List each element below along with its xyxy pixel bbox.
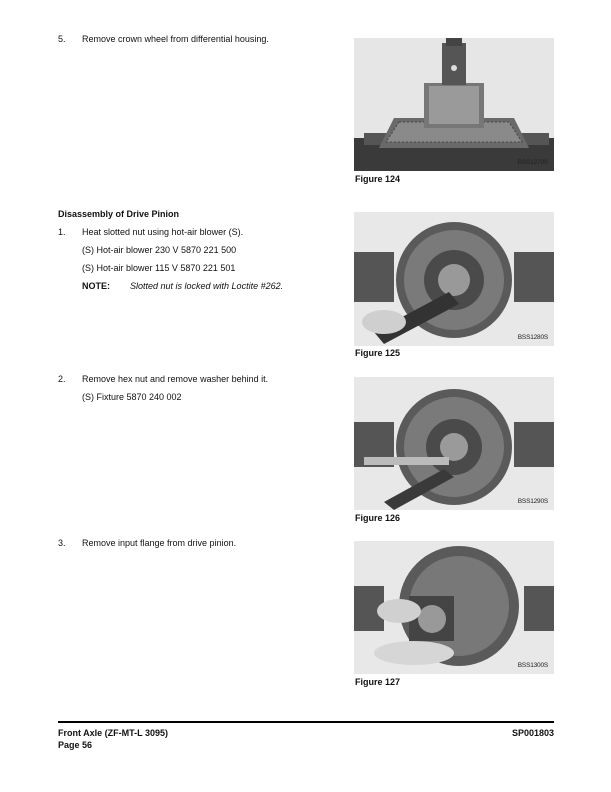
figure-caption: Figure 127 — [355, 677, 401, 687]
step-number: 5. — [58, 34, 66, 44]
tool-item: (S) Hot-air blower 115 V 5870 221 501 — [82, 263, 236, 273]
figure-124-photo — [354, 38, 554, 171]
figure-caption: Figure 126 — [355, 513, 401, 523]
note-text: Slotted nut is locked with Loctite #262. — [130, 281, 284, 291]
step-text: Remove hex nut and remove washer behind it. — [82, 374, 269, 384]
step-text: Remove crown wheel from differential housing. — [82, 34, 269, 44]
figure-caption: Figure 125 — [355, 348, 401, 358]
figure-127-photo — [354, 541, 554, 674]
figure-code: BSS1280S — [517, 334, 548, 341]
step-number: 3. — [58, 538, 66, 548]
step-text: Remove input flange from drive pinion. — [82, 538, 237, 548]
note-label: NOTE: — [82, 281, 110, 291]
footer-rule — [58, 721, 554, 723]
step-text: Heat slotted nut using hot-air blower (S). — [82, 227, 244, 237]
figure-126-photo — [354, 377, 554, 510]
step-number: 2. — [58, 374, 66, 384]
tool-item: (S) Hot-air blower 230 V 5870 221 500 — [82, 245, 237, 255]
doc-number: SP001803 — [511, 728, 554, 738]
section-heading: Disassembly of Drive Pinion — [58, 209, 180, 219]
page-number: Page 56 — [58, 740, 93, 750]
figure-code: BSS1300S — [517, 662, 548, 669]
figure-125-photo — [354, 212, 554, 346]
figure-code: BSS1270S — [517, 159, 548, 166]
step-number: 1. — [58, 227, 66, 237]
tool-item: (S) Fixture 5870 240 002 — [82, 392, 182, 402]
figure-code: BSS1290S — [517, 498, 548, 505]
figure-caption: Figure 124 — [355, 174, 401, 184]
footer-title: Front Axle (ZF-MT-L 3095) — [58, 728, 169, 738]
